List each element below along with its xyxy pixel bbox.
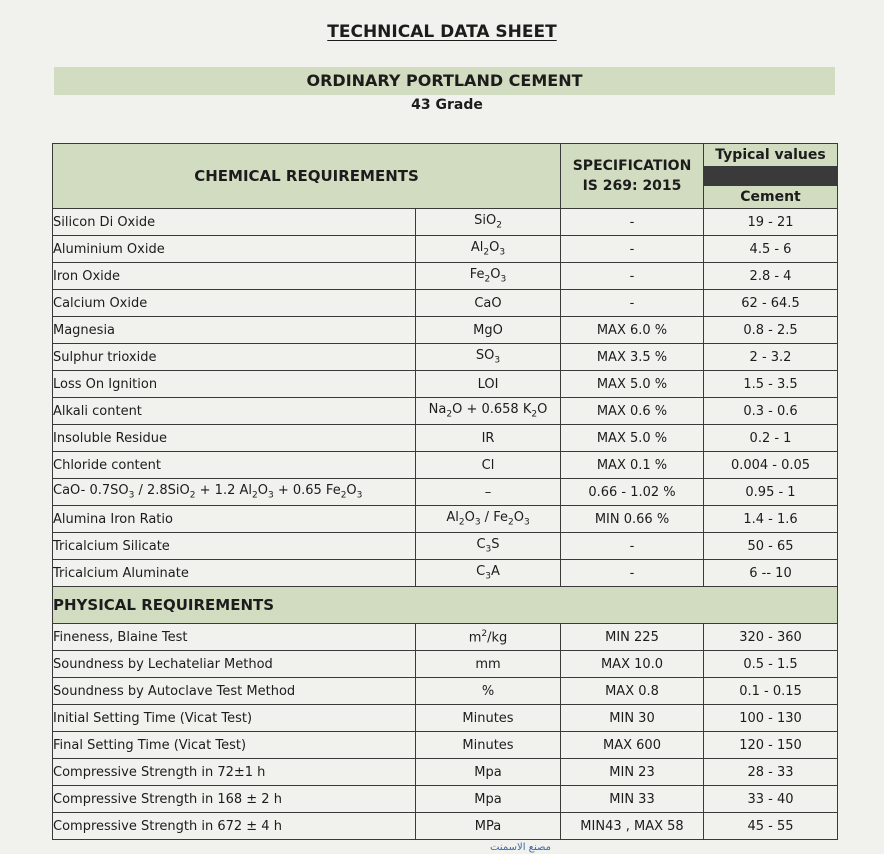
parameter-name: Alumina Iron Ratio	[53, 506, 416, 533]
specification-value: -	[561, 290, 704, 317]
typical-value: 100 - 130	[704, 705, 838, 732]
table-row	[53, 624, 838, 651]
parameter-name: Magnesia	[53, 317, 416, 344]
table-row	[53, 344, 838, 371]
typical-value: 0.95 - 1	[704, 479, 838, 506]
typical-value: 0.5 - 1.5	[704, 651, 838, 678]
typical-value: 6 -- 10	[704, 560, 838, 587]
unit: mm	[416, 651, 561, 678]
typical-value: 0.1 - 0.15	[704, 678, 838, 705]
specification-value: MAX 0.6 %	[561, 398, 704, 425]
specification-value: MAX 10.0	[561, 651, 704, 678]
specification-value: -	[561, 209, 704, 236]
chemical-formula: $Na_2O + 0.658$ $K_2O$	[416, 398, 561, 425]
table-row	[53, 317, 838, 344]
chemical-formula: $Fe_2O_3$	[416, 263, 561, 290]
unit: Mpa	[416, 759, 561, 786]
typical-value: 33 - 40	[704, 786, 838, 813]
unit: Mpa	[416, 786, 561, 813]
specification-value: MAX 5.0 %	[561, 425, 704, 452]
parameter-name: Tricalcium Aluminate	[53, 560, 416, 587]
typical-value: 1.5 - 3.5	[704, 371, 838, 398]
table-row	[53, 209, 838, 236]
parameter-name: Insoluble Residue	[53, 425, 416, 452]
chemical-formula: $C_3A$	[416, 560, 561, 587]
specification-value: MIN 0.66 %	[561, 506, 704, 533]
parameter-name: Loss On Ignition	[53, 371, 416, 398]
parameter-name: Compressive Strength in 72±1 h	[53, 759, 416, 786]
parameter-name: Aluminium Oxide	[53, 236, 416, 263]
typical-value: 50 - 65	[704, 533, 838, 560]
specification-value: -	[561, 236, 704, 263]
unit: $m^2/kg$	[416, 624, 561, 651]
table-row	[53, 813, 838, 840]
specification-header	[561, 144, 704, 209]
parameter-name: Compressive Strength in 168 ± 2 h	[53, 786, 416, 813]
parameter-name: Final Setting Time (Vicat Test)	[53, 732, 416, 759]
typical-value: 0.3 - 0.6	[704, 398, 838, 425]
table-row	[53, 236, 838, 263]
table-row	[53, 705, 838, 732]
typical-value: 19 - 21	[704, 209, 838, 236]
parameter-name: Soundness by Autoclave Test Method	[53, 678, 416, 705]
chemical-formula: $Al_2O_3 / Fe_2O_3$	[416, 506, 561, 533]
specification-value: MIN43 , MAX 58	[561, 813, 704, 840]
parameter-name: Calcium Oxide	[53, 290, 416, 317]
parameter-name: Alkali content	[53, 398, 416, 425]
technical-data-table	[52, 143, 838, 840]
table-row	[53, 560, 838, 587]
specification-value: MAX 3.5 %	[561, 344, 704, 371]
specification-value: MIN 225	[561, 624, 704, 651]
typical-values-title: Typical values	[704, 144, 837, 167]
typical-value: 0.8 - 2.5	[704, 317, 838, 344]
chemical-formula: –	[416, 479, 561, 506]
typical-value: 62 - 64.5	[704, 290, 838, 317]
parameter-name: CaO- $0.7SO_3 / 2.8SiO_2 + 1.2$ $Al_2O_3 + 0.65$ $Fe_2O_3$	[53, 479, 416, 506]
specification-value: MAX 6.0 %	[561, 317, 704, 344]
typical-value: 2 - 3.2	[704, 344, 838, 371]
parameter-name: Silicon Di Oxide	[53, 209, 416, 236]
chemical-formula: $C_3S$	[416, 533, 561, 560]
specification-value: MAX 0.1 %	[561, 452, 704, 479]
table-row	[53, 678, 838, 705]
physical-requirements-header: PHYSICAL REQUIREMENTS	[53, 587, 838, 624]
chemical-formula: LOI	[416, 371, 561, 398]
redacted-label	[704, 167, 837, 185]
chemical-formula: IR	[416, 425, 561, 452]
specification-value: -	[561, 560, 704, 587]
specification-value: MIN 30	[561, 705, 704, 732]
parameter-name: Iron Oxide	[53, 263, 416, 290]
table-row	[53, 398, 838, 425]
unit: Minutes	[416, 732, 561, 759]
table-row	[53, 786, 838, 813]
product-name-banner: ORDINARY PORTLAND CEMENT	[54, 67, 835, 95]
typical-value: 1.4 - 1.6	[704, 506, 838, 533]
table-row	[53, 479, 838, 506]
specification-value: MIN 23	[561, 759, 704, 786]
table-row	[53, 533, 838, 560]
specification-value: MAX 600	[561, 732, 704, 759]
table-row	[53, 759, 838, 786]
chemical-formula: CaO	[416, 290, 561, 317]
unit: MPa	[416, 813, 561, 840]
specification-value: -	[561, 533, 704, 560]
parameter-name: Fineness, Blaine Test	[53, 624, 416, 651]
typical-values-header	[704, 144, 838, 209]
parameter-name: Soundness by Lechateliar Method	[53, 651, 416, 678]
specification-title: SPECIFICATION	[572, 158, 692, 174]
unit: %	[416, 678, 561, 705]
specification-value: MAX 5.0 %	[561, 371, 704, 398]
chemical-formula: Cl	[416, 452, 561, 479]
typical-value: 0.004 - 0.05	[704, 452, 838, 479]
table-row	[53, 425, 838, 452]
typical-value: 320 - 360	[704, 624, 838, 651]
parameter-name: Tricalcium Silicate	[53, 533, 416, 560]
parameter-name: Sulphur trioxide	[53, 344, 416, 371]
table-row	[53, 651, 838, 678]
typical-value: 4.5 - 6	[704, 236, 838, 263]
chemical-formula: $Al_2O_3$	[416, 236, 561, 263]
table-header-row	[53, 144, 838, 209]
table-row	[53, 732, 838, 759]
typical-value: 28 - 33	[704, 759, 838, 786]
chemical-formula: $SO_3$	[416, 344, 561, 371]
table-row	[53, 371, 838, 398]
specification-standard: IS 269: 2015	[582, 178, 682, 194]
sheet-title: TECHNICAL DATA SHEET	[327, 22, 557, 42]
chemical-formula: SiO$_2$	[416, 209, 561, 236]
specification-value: -	[561, 263, 704, 290]
specification-value: 0.66 - 1.02 %	[561, 479, 704, 506]
unit: Minutes	[416, 705, 561, 732]
typical-value: 0.2 - 1	[704, 425, 838, 452]
parameter-name: Initial Setting Time (Vicat Test)	[53, 705, 416, 732]
typical-value: 2.8 - 4	[704, 263, 838, 290]
parameter-name: Chloride content	[53, 452, 416, 479]
specification-value: MIN 33	[561, 786, 704, 813]
chemical-requirements-header: CHEMICAL REQUIREMENTS	[53, 144, 561, 209]
typical-value: 120 - 150	[704, 732, 838, 759]
physical-requirements-header-row	[53, 587, 838, 624]
cement-grade: 43 Grade	[411, 97, 483, 113]
table-row	[53, 263, 838, 290]
footer-stamp-text: مصنع الاسمنت	[490, 842, 552, 853]
table-row	[53, 290, 838, 317]
parameter-name: Compressive Strength in 672 ± 4 h	[53, 813, 416, 840]
specification-value: MAX 0.8	[561, 678, 704, 705]
table-row	[53, 452, 838, 479]
chemical-formula: MgO	[416, 317, 561, 344]
typical-value: 45 - 55	[704, 813, 838, 840]
typical-values-subheader: Cement	[704, 185, 837, 208]
table-row	[53, 506, 838, 533]
